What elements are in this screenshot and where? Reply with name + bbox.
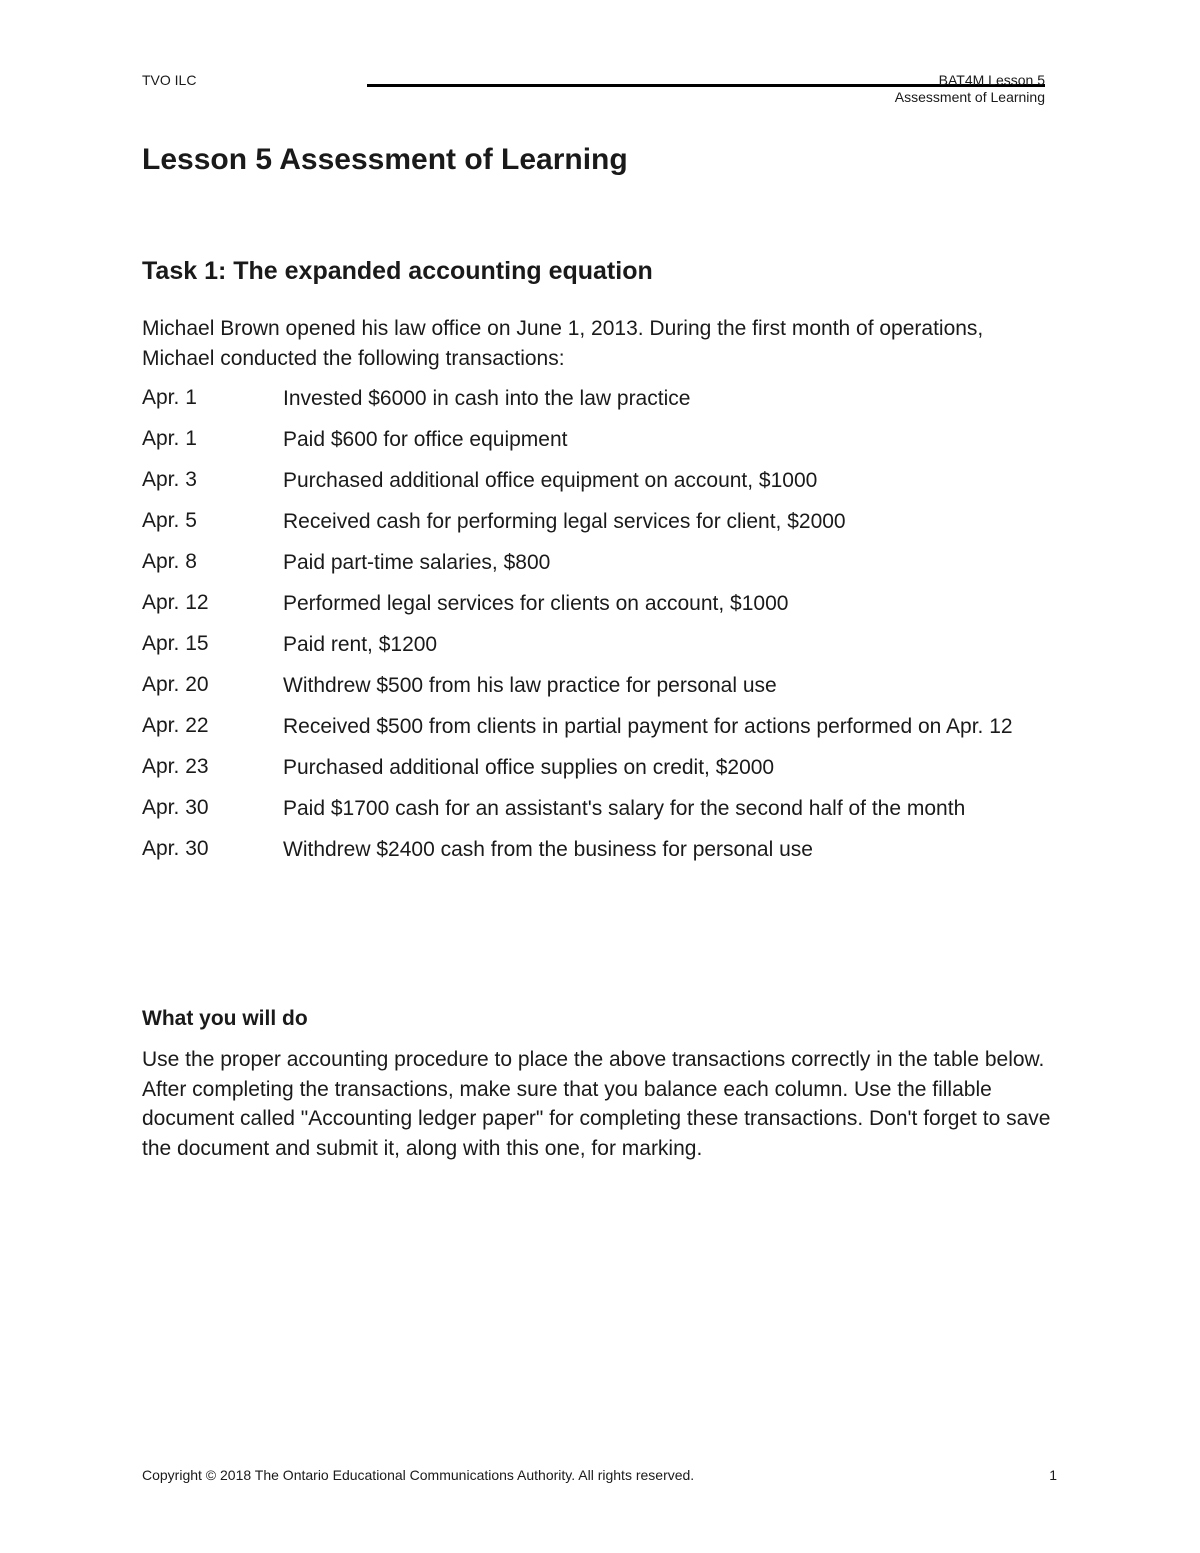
transaction-description: Paid $600 for office equipment xyxy=(283,427,568,451)
transaction-date: Apr. 3 xyxy=(142,468,197,491)
page-number: 1 xyxy=(1049,1467,1057,1483)
transaction-date: Apr. 12 xyxy=(142,591,209,614)
transaction-description: Withdrew $500 from his law practice for personal use xyxy=(283,673,777,697)
transaction-date: Apr. 30 xyxy=(142,837,209,860)
what-you-will-do-heading: What you will do xyxy=(142,1007,308,1030)
transaction-description: Paid rent, $1200 xyxy=(283,632,438,656)
transaction-row xyxy=(142,547,1062,577)
transaction-date: Apr. 1 xyxy=(142,386,197,409)
transaction-description: Invested $6000 in cash into the law practice xyxy=(283,386,691,410)
transaction-row xyxy=(142,588,1062,618)
transaction-date: Apr. 1 xyxy=(142,427,197,450)
transaction-row xyxy=(142,834,1062,864)
transaction-row xyxy=(142,793,1062,823)
header-course-code: BAT4M Lesson 5 xyxy=(938,72,1045,88)
transaction-date: Apr. 23 xyxy=(142,755,209,778)
transaction-date: Apr. 20 xyxy=(142,673,209,696)
transaction-list xyxy=(142,383,1062,875)
transaction-row xyxy=(142,670,1062,700)
header-course-subtitle: Assessment of Learning xyxy=(894,89,1045,105)
transaction-description: Received cash for performing legal services for client, $2000 xyxy=(283,509,846,533)
transaction-date: Apr. 22 xyxy=(142,714,209,737)
task-heading: Task 1: The expanded accounting equation xyxy=(142,257,653,285)
transaction-description: Paid $1700 cash for an assistant's salary for the second half of the month xyxy=(283,796,966,820)
transaction-row xyxy=(142,424,1062,454)
transaction-row xyxy=(142,752,1062,782)
transaction-description: Paid part-time salaries, $800 xyxy=(283,550,551,574)
task-intro: Michael Brown opened his law office on June 1, 2013. During the first month of operations, Michael conducted the following transactions: xyxy=(142,317,984,370)
transaction-row xyxy=(142,383,1062,413)
instructions-paragraph: Use the proper accounting procedure to place the above transactions correctly in the table below. After completing the transactions, make sure that you balance each column. Use the fillable document called "Accounting ledger paper" for completing these transactions. Don't forget to save the document and submit it, along with this one, for marking. xyxy=(142,1048,1051,1160)
transaction-date: Apr. 5 xyxy=(142,509,197,532)
transaction-row xyxy=(142,711,1062,741)
transaction-description: Withdrew $2400 cash from the business for personal use xyxy=(283,837,813,861)
header-organization: TVO ILC xyxy=(142,72,197,88)
transaction-row xyxy=(142,506,1062,536)
transaction-date: Apr. 8 xyxy=(142,550,197,573)
transaction-row xyxy=(142,629,1062,659)
transaction-row xyxy=(142,465,1062,495)
header-course-info xyxy=(895,72,1045,106)
transaction-description: Received $500 from clients in partial payment for actions performed on Apr. 12 xyxy=(283,714,1013,738)
transaction-date: Apr. 15 xyxy=(142,632,209,655)
page-title: Lesson 5 Assessment of Learning xyxy=(142,143,628,176)
transaction-description: Performed legal services for clients on account, $1000 xyxy=(283,591,789,615)
transaction-date: Apr. 30 xyxy=(142,796,209,819)
transaction-description: Purchased additional office equipment on account, $1000 xyxy=(283,468,818,492)
transaction-description: Purchased additional office supplies on credit, $2000 xyxy=(283,755,775,779)
footer-copyright: Copyright © 2018 The Ontario Educational Communications Authority. All rights reserved. xyxy=(142,1467,695,1483)
